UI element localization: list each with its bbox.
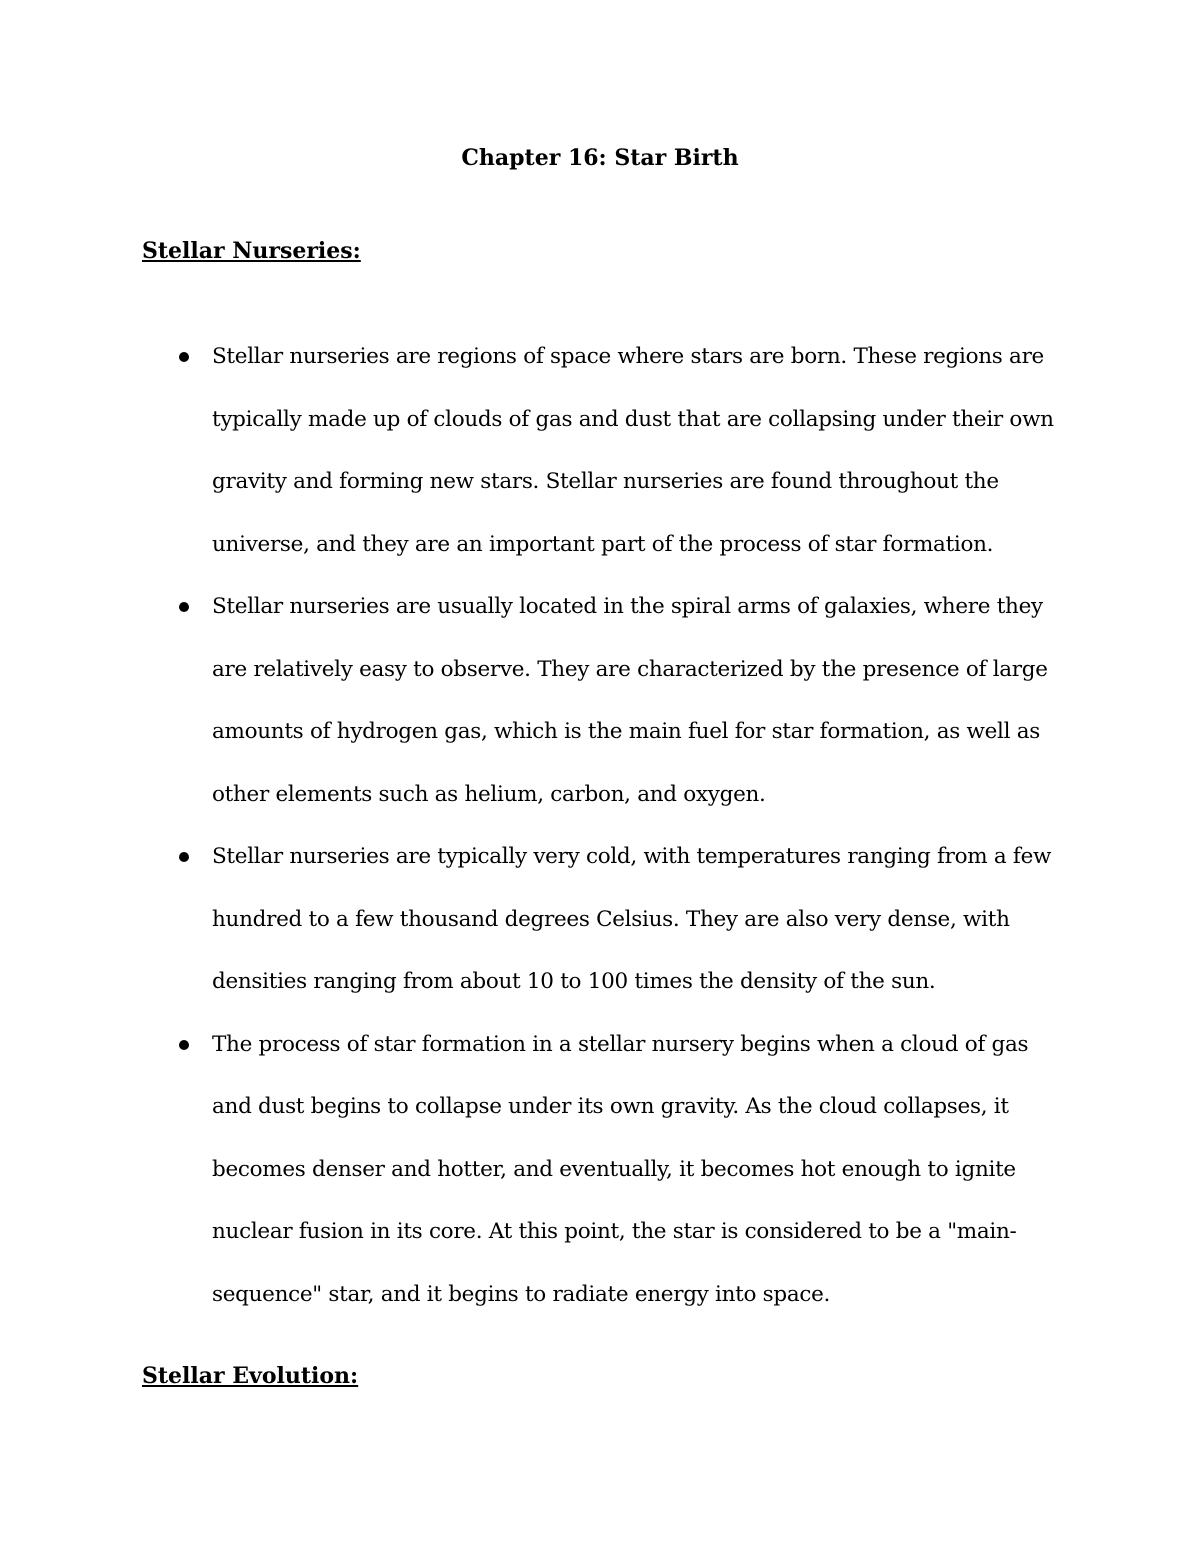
list-item bbox=[142, 1014, 1062, 1327]
bullet-icon bbox=[179, 352, 189, 362]
section-heading-stellar-nurseries: Stellar Nurseries: bbox=[142, 238, 361, 264]
bullet-icon bbox=[179, 852, 189, 862]
list-item bbox=[142, 576, 1062, 826]
bullet-text: The process of star formation in a stellar nursery begins when a cloud of gas and dust begins to collapse under its own gravity. As the cloud collapses, it becomes denser and hotter, and eventually, it becomes hot enough to ignite nuclear fusion in its core. At this point, the star is considered to be a "main-sequence" star, and it begins to radiate energy into space. bbox=[212, 1031, 1029, 1307]
bullet-text: Stellar nurseries are usually located in the spiral arms of galaxies, where they are relatively easy to observe. They are characterized by the presence of large amounts of hydrogen gas, which is the main fuel for star formation, as well as other elements such as helium, carbon, and oxygen. bbox=[212, 594, 1048, 807]
list-item bbox=[142, 326, 1062, 576]
list-item bbox=[142, 826, 1062, 1014]
page-title: Chapter 16: Star Birth bbox=[461, 145, 739, 171]
bullet-icon bbox=[179, 602, 189, 612]
bullet-list bbox=[142, 326, 1062, 1326]
bullet-text: Stellar nurseries are regions of space where stars are born. These regions are typically made up of clouds of gas and dust that are collapsing under their own gravity and forming new stars. Stellar nurseries are found throughout the universe, and they are an important part of the process of star formation. bbox=[212, 344, 1054, 557]
bullet-icon bbox=[179, 1040, 189, 1050]
bullet-text: Stellar nurseries are typically very cold, with temperatures ranging from a few hundred to a few thousand degrees Celsius. They are also very dense, with densities ranging from about 10 to 100 times the density of the sun. bbox=[212, 844, 1052, 994]
section-heading-stellar-evolution: Stellar Evolution: bbox=[142, 1363, 359, 1389]
